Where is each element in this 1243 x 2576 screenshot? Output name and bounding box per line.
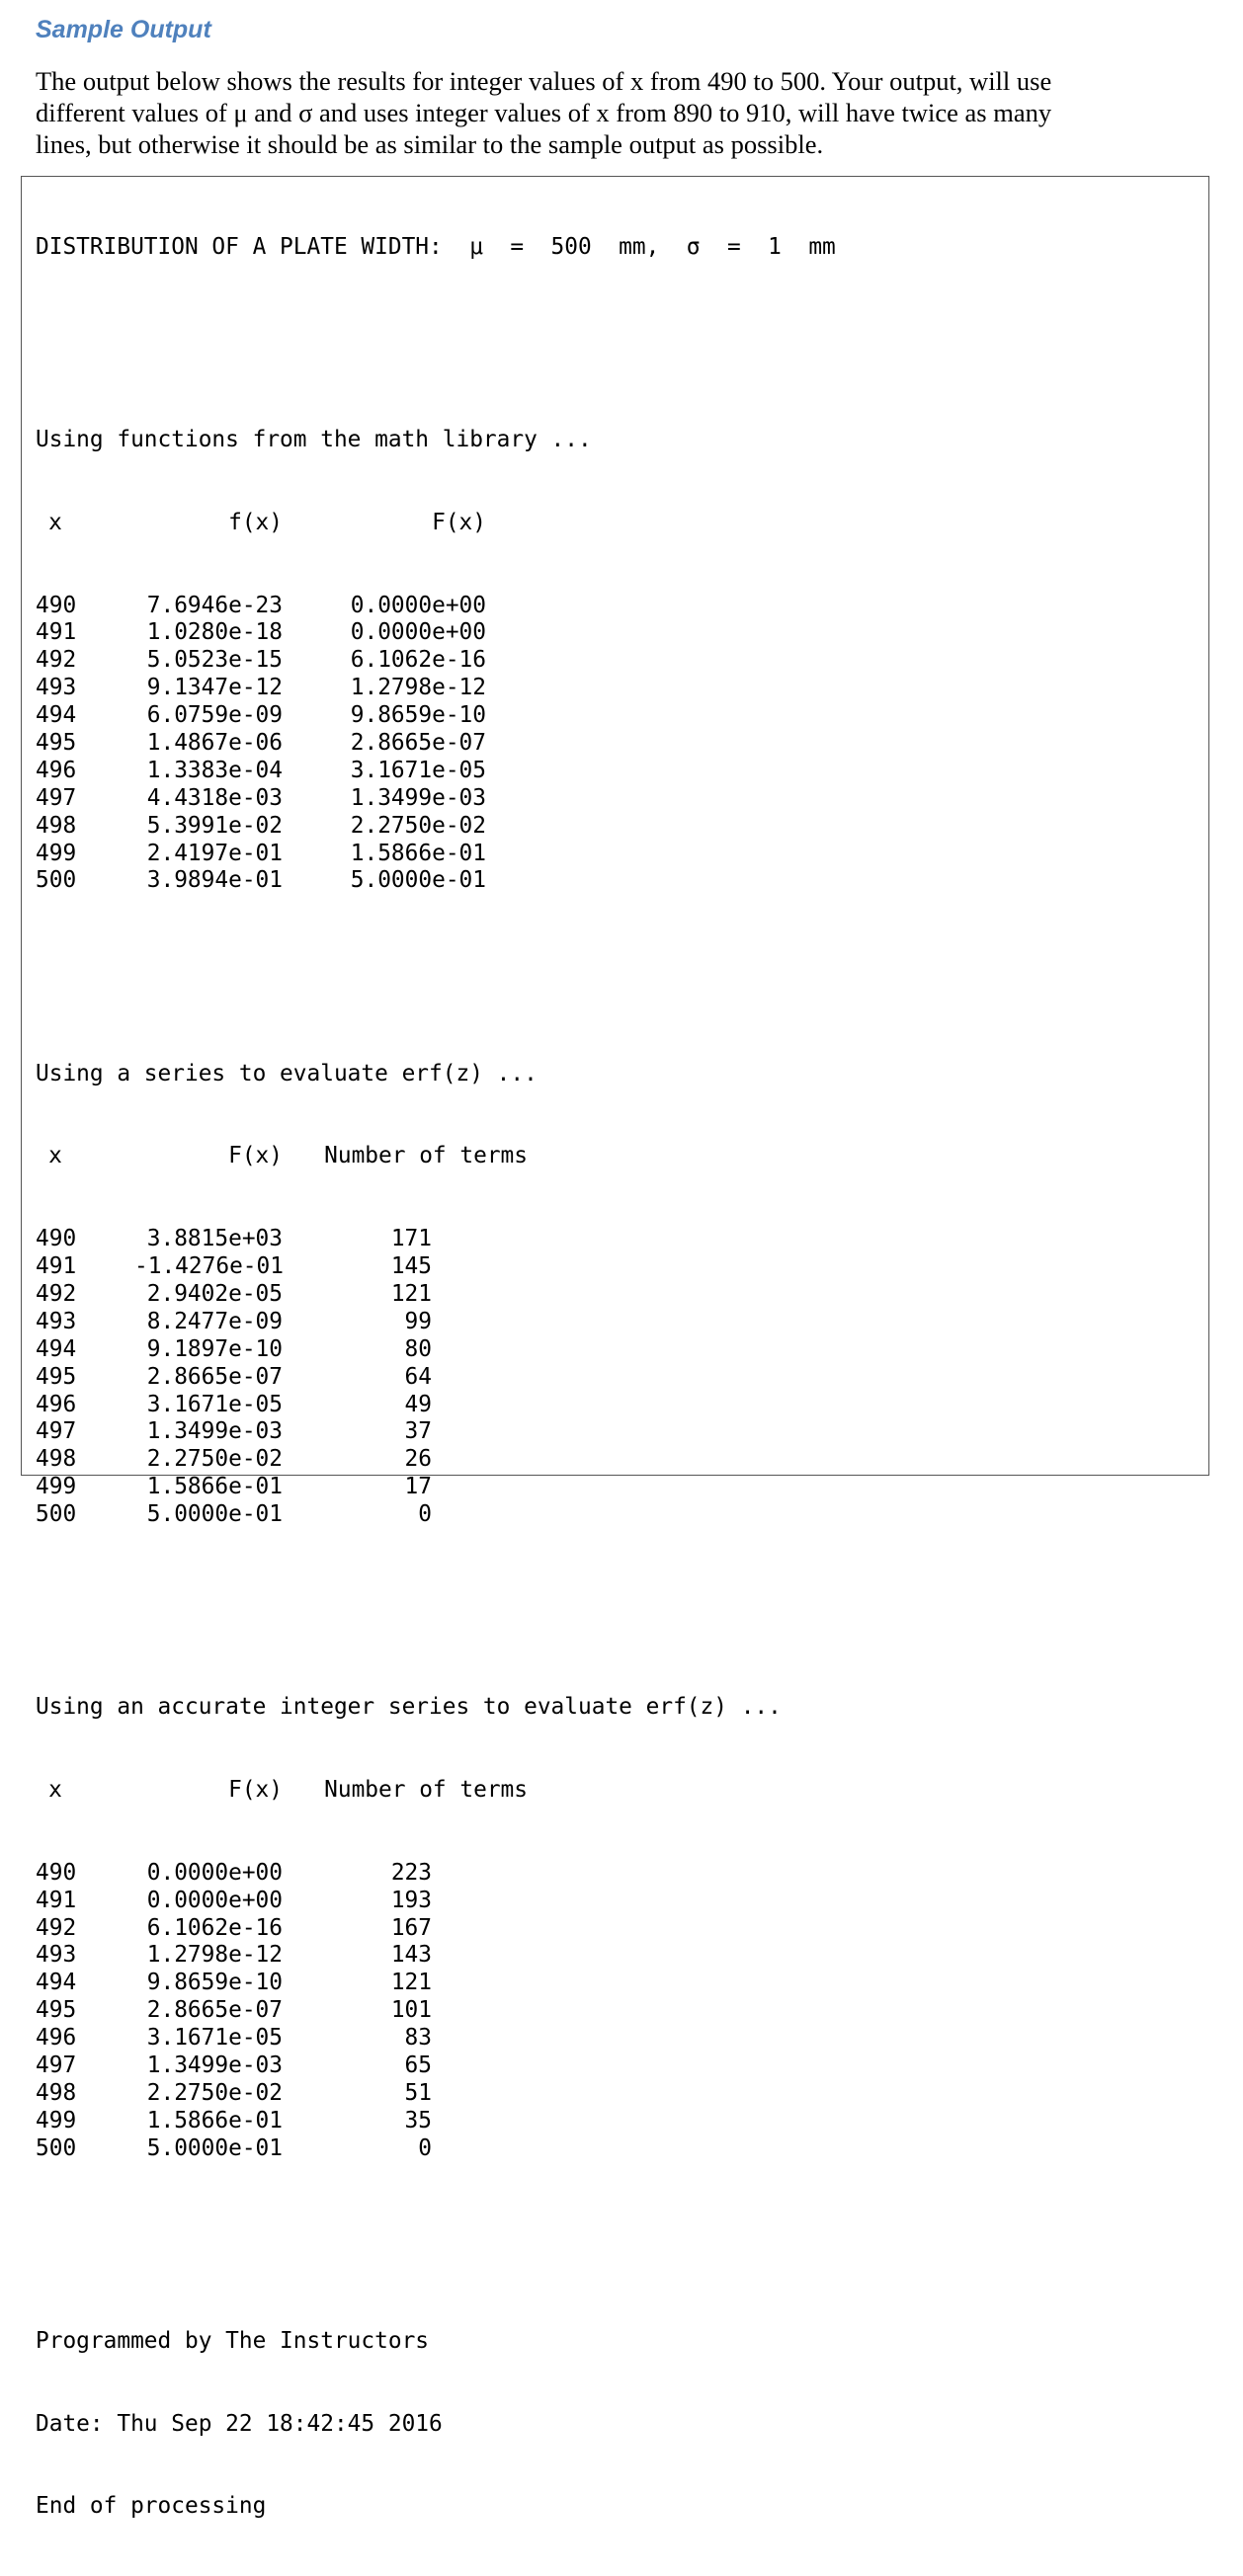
cell-terms: 0 (418, 2134, 432, 2161)
cell-x: 494 (36, 702, 77, 729)
section3-rows (36, 1860, 836, 2163)
section-heading: Sample Output (36, 16, 211, 43)
column-header-fx: f(x) (228, 509, 283, 535)
cell-x: 495 (36, 1997, 77, 2024)
cell-value: 1.3499e-03 (146, 2053, 283, 2079)
cell-value: 1.3499e-03 (350, 784, 486, 811)
cell-value: 2.8665e-07 (350, 729, 486, 756)
table-row (36, 647, 836, 675)
cell-x: 500 (36, 867, 77, 894)
intro-line: The output below shows the results for integer values of x from 490 to 500. Your output, will use (36, 66, 1052, 96)
cell-terms: 65 (404, 2053, 432, 2079)
cell-value: 3.1671e-05 (146, 2025, 283, 2052)
cell-x: 498 (36, 812, 77, 839)
cell-value: 1.5866e-01 (146, 1474, 283, 1500)
table-row (36, 1970, 836, 1997)
cell-value: 5.0000e-01 (146, 2134, 283, 2161)
section1-title: Using functions from the math library ... (36, 427, 592, 453)
blank-line (36, 2217, 836, 2245)
cell-x: 491 (36, 1887, 77, 1913)
cell-terms: 49 (404, 1391, 432, 1417)
blank-line (36, 950, 836, 978)
table-row (36, 1860, 836, 1888)
cell-terms: 80 (404, 1335, 432, 1362)
cell-terms: 17 (404, 1474, 432, 1500)
blank-line (36, 317, 836, 345)
table-row (36, 1418, 836, 1446)
cell-terms: 145 (390, 1253, 432, 1280)
table-row (36, 758, 836, 785)
column-header-x: x (48, 1777, 62, 1804)
cell-value: 7.6946e-23 (146, 592, 283, 618)
cell-value: 1.2798e-12 (146, 1942, 283, 1969)
footer-date: Date: Thu Sep 22 18:42:45 2016 (36, 2410, 443, 2437)
console-output-box (21, 176, 1209, 2520)
footer-programmer: Programmed by The Instructors (36, 2328, 430, 2354)
table-row (36, 1392, 836, 1419)
table-row (36, 1446, 836, 1474)
cell-x: 490 (36, 1226, 77, 1252)
cell-value: 6.0759e-09 (146, 702, 283, 729)
cell-x: 493 (36, 1942, 77, 1969)
cell-x: 491 (36, 619, 77, 646)
cell-terms: 51 (404, 2079, 432, 2106)
table-row (36, 1336, 836, 1364)
cell-terms: 64 (404, 1363, 432, 1390)
cell-terms: 83 (404, 2025, 432, 2052)
column-header-Fx: F(x) (432, 509, 486, 535)
cell-value: 2.9402e-05 (146, 1280, 283, 1307)
blank-line (36, 1584, 836, 1612)
table-row (36, 1281, 836, 1309)
table-row (36, 2025, 836, 2053)
cell-terms: 171 (390, 1226, 432, 1252)
cell-value: 1.5866e-01 (146, 2107, 283, 2133)
cell-terms: 223 (390, 1859, 432, 1886)
column-header-x: x (48, 509, 62, 535)
cell-value: 5.3991e-02 (146, 812, 283, 839)
cell-value: 8.2477e-09 (146, 1308, 283, 1334)
section3-header-row (36, 1777, 836, 1805)
table-row (36, 2080, 836, 2108)
section3-title: Using an accurate integer series to evaluate erf(z) ... (36, 1694, 782, 1721)
console-text (36, 179, 836, 2576)
cell-value: 1.4867e-06 (146, 729, 283, 756)
cell-value: 5.0000e-01 (146, 1501, 283, 1528)
cell-x: 490 (36, 1859, 77, 1886)
intro-paragraph (36, 65, 1211, 160)
cell-x: 492 (36, 647, 77, 674)
table-row (36, 867, 836, 895)
table-row (36, 2108, 836, 2135)
table-row (36, 593, 836, 620)
cell-value: 0.0000e+00 (350, 592, 486, 618)
cell-value: 0.0000e+00 (146, 1859, 283, 1886)
table-row (36, 1364, 836, 1392)
cell-terms: 35 (404, 2107, 432, 2133)
cell-value: 3.8815e+03 (146, 1226, 283, 1252)
cell-value: 1.3499e-03 (146, 1418, 283, 1445)
column-header-terms: Number of terms (324, 1143, 528, 1169)
cell-value: 4.4318e-03 (146, 784, 283, 811)
cell-value: 2.8665e-07 (146, 1997, 283, 2024)
cell-value: 0.0000e+00 (146, 1887, 283, 1913)
cell-value: 9.8659e-10 (146, 1970, 283, 1996)
cell-value: 3.1671e-05 (350, 757, 486, 783)
table-row (36, 1226, 836, 1253)
table-row (36, 1915, 836, 1943)
table-row (36, 1253, 836, 1281)
cell-x: 497 (36, 784, 77, 811)
cell-terms: 37 (404, 1418, 432, 1445)
cell-x: 498 (36, 1446, 77, 1473)
cell-terms: 99 (404, 1308, 432, 1334)
cell-value: 5.0000e-01 (350, 867, 486, 894)
cell-terms: 121 (390, 1280, 432, 1307)
table-row (36, 1474, 836, 1501)
console-title: DISTRIBUTION OF A PLATE WIDTH: μ = 500 mm, σ = 1 mm (36, 233, 836, 260)
section1-header-row (36, 510, 836, 537)
cell-x: 493 (36, 1308, 77, 1334)
cell-value: 3.9894e-01 (146, 867, 283, 894)
cell-x: 496 (36, 757, 77, 783)
table-row (36, 1942, 836, 1970)
intro-line: lines, but otherwise it should be as similar to the sample output as possible. (36, 129, 824, 159)
cell-x: 497 (36, 2053, 77, 2079)
table-row (36, 2053, 836, 2080)
cell-terms: 26 (404, 1446, 432, 1473)
cell-value: 1.3383e-04 (146, 757, 283, 783)
cell-x: 499 (36, 840, 77, 866)
cell-value: 6.1062e-16 (146, 1914, 283, 1941)
cell-value: 6.1062e-16 (350, 647, 486, 674)
intro-line: different values of μ and σ and uses integer values of x from 890 to 910, will have twice as many (36, 98, 1052, 127)
cell-value: 2.2750e-02 (146, 2079, 283, 2106)
cell-value: -1.4276e-01 (134, 1253, 284, 1280)
cell-value: 2.4197e-01 (146, 840, 283, 866)
cell-value: 9.1897e-10 (146, 1335, 283, 1362)
cell-x: 492 (36, 1280, 77, 1307)
cell-value: 9.8659e-10 (350, 702, 486, 729)
cell-x: 495 (36, 729, 77, 756)
column-header-Fx: F(x) (228, 1143, 283, 1169)
section2-rows (36, 1226, 836, 1529)
table-row (36, 1997, 836, 2025)
cell-value: 1.2798e-12 (350, 675, 486, 701)
table-row (36, 813, 836, 841)
cell-terms: 167 (390, 1914, 432, 1941)
footer-end: End of processing (36, 2493, 267, 2520)
cell-x: 495 (36, 1363, 77, 1390)
cell-value: 9.1347e-12 (146, 675, 283, 701)
section1-rows (36, 593, 836, 896)
section2-title: Using a series to evaluate erf(z) ... (36, 1060, 538, 1087)
cell-value: 2.2750e-02 (146, 1446, 283, 1473)
cell-terms: 143 (390, 1942, 432, 1969)
cell-x: 494 (36, 1335, 77, 1362)
cell-x: 498 (36, 2079, 77, 2106)
cell-value: 2.8665e-07 (146, 1363, 283, 1390)
cell-x: 496 (36, 2025, 77, 2052)
cell-x: 490 (36, 592, 77, 618)
cell-x: 499 (36, 1474, 77, 1500)
column-header-Fx: F(x) (228, 1777, 283, 1804)
cell-terms: 121 (390, 1970, 432, 1996)
cell-x: 493 (36, 675, 77, 701)
table-row (36, 841, 836, 868)
cell-value: 1.0280e-18 (146, 619, 283, 646)
cell-x: 500 (36, 1501, 77, 1528)
cell-x: 500 (36, 2134, 77, 2161)
table-row (36, 1888, 836, 1915)
cell-value: 0.0000e+00 (350, 619, 486, 646)
table-row (36, 675, 836, 702)
section2-header-row (36, 1143, 836, 1170)
column-header-x: x (48, 1143, 62, 1169)
cell-x: 494 (36, 1970, 77, 1996)
cell-terms: 193 (390, 1887, 432, 1913)
column-header-terms: Number of terms (324, 1777, 528, 1804)
cell-x: 496 (36, 1391, 77, 1417)
table-row (36, 785, 836, 813)
table-row (36, 1309, 836, 1336)
table-row (36, 619, 836, 647)
cell-x: 491 (36, 1253, 77, 1280)
table-row (36, 1501, 836, 1529)
cell-x: 497 (36, 1418, 77, 1445)
cell-value: 3.1671e-05 (146, 1391, 283, 1417)
cell-x: 499 (36, 2107, 77, 2133)
cell-terms: 101 (390, 1997, 432, 2024)
cell-terms: 0 (418, 1501, 432, 1528)
cell-value: 2.2750e-02 (350, 812, 486, 839)
cell-x: 492 (36, 1914, 77, 1941)
table-row (36, 702, 836, 730)
cell-value: 5.0523e-15 (146, 647, 283, 674)
cell-value: 1.5866e-01 (350, 840, 486, 866)
table-row (36, 2135, 836, 2163)
table-row (36, 730, 836, 758)
